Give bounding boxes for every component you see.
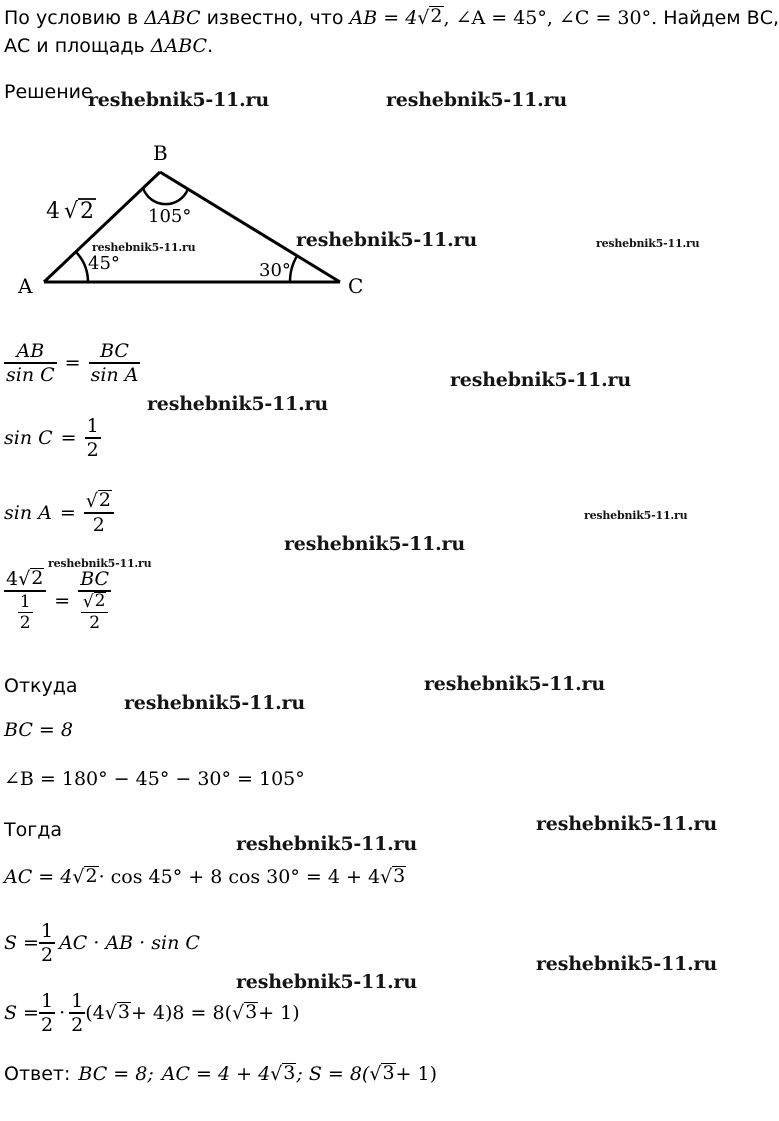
ac-mid: · cos 45° + 8 cos 30° = 4 + 4 bbox=[98, 866, 381, 888]
r-den: 2 bbox=[89, 613, 101, 633]
angle-b-label: 105° bbox=[148, 206, 192, 227]
watermark: reshebnik5-11.ru bbox=[236, 971, 417, 993]
calc-n1: 1 bbox=[40, 990, 54, 1012]
sin-a-num: √ 2 bbox=[85, 489, 111, 512]
sin-c-den: 2 bbox=[86, 438, 99, 461]
watermark: reshebnik5-11.ru bbox=[386, 89, 567, 111]
otkuda-label: Откуда bbox=[4, 675, 78, 697]
answer-s: ; S = 8( bbox=[296, 1063, 370, 1085]
calc-lhs: S = bbox=[4, 1001, 39, 1024]
angle-c-arc bbox=[290, 256, 297, 282]
answer-ac: AC = 4 + 4 bbox=[161, 1063, 271, 1085]
bc-result: BC = 8 bbox=[4, 719, 73, 741]
watermark: reshebnik5-11.ru bbox=[48, 557, 152, 570]
calc-d1: 2 bbox=[40, 1013, 54, 1036]
watermark: reshebnik5-11.ru bbox=[124, 692, 305, 714]
sin-c-value: sin C = $\frac{1}{2}$ bbox=[4, 415, 99, 461]
watermark: reshebnik5-11.ru bbox=[296, 229, 477, 251]
inner-den: 2 bbox=[19, 613, 31, 633]
substitution: 4 √ 2 $\frac{1}{2}$ = BC √ 2 2 bbox=[6, 567, 110, 633]
side-ab-label: 4 bbox=[46, 199, 60, 224]
frac-sinc: sin C bbox=[6, 363, 55, 386]
equals-sign: = bbox=[64, 351, 81, 374]
angle-a-arc bbox=[76, 252, 88, 282]
sin-a-value: sin A = √ 2 2 bbox=[4, 490, 114, 536]
law-of-sines bbox=[4, 340, 140, 386]
sqrt-2: √ 2 bbox=[417, 5, 443, 29]
frac-bc: BC bbox=[100, 340, 129, 362]
vertex-a-label: A bbox=[18, 274, 33, 298]
area-rhs: AC · AB · sin C bbox=[59, 931, 200, 954]
side-ab-given: AB = 4 bbox=[349, 7, 418, 29]
calc-d2: 2 bbox=[71, 1013, 84, 1036]
solution-label: Решение bbox=[4, 81, 93, 103]
answer-bc: BC = 8; bbox=[78, 1063, 154, 1085]
togda-label: Тогда bbox=[4, 819, 62, 841]
area-num: 1 bbox=[40, 920, 54, 942]
answer-line: Ответ: BC = 8; AC = 4 + 4 √ 3 ; S = 8( √ 3 + 1) bbox=[4, 1062, 438, 1085]
ac-result: AC = 4 √ 2 · cos 45° + 8 cos 30° = 4 + 4 √ 3 bbox=[4, 865, 406, 888]
sin-a-lhs: sin A bbox=[4, 501, 52, 524]
sin-c-lhs: sin C bbox=[4, 426, 53, 449]
area-den: 2 bbox=[40, 943, 54, 966]
watermark: reshebnik5-11.ru bbox=[284, 533, 465, 555]
watermark: reshebnik5-11.ru bbox=[424, 673, 605, 695]
ac-lhs: AC = 4 bbox=[4, 866, 73, 888]
watermark: reshebnik5-11.ru bbox=[147, 393, 328, 415]
problem-prefix: По условию в bbox=[4, 7, 145, 29]
side-ab-radicand: 2 bbox=[80, 199, 94, 224]
vertex-b-label: B bbox=[153, 141, 168, 165]
watermark: reshebnik5-11.ru bbox=[596, 237, 700, 250]
problem-line-2 bbox=[4, 34, 213, 58]
frac-sina: sin A bbox=[90, 363, 139, 386]
frac-ab: AB bbox=[16, 340, 45, 362]
subst-bc: BC bbox=[80, 568, 110, 590]
watermark: reshebnik5-11.ru bbox=[88, 89, 269, 111]
watermark: reshebnik5-11.ru bbox=[236, 833, 417, 855]
sin-a-den: 2 bbox=[92, 513, 105, 536]
answer-label: Ответ: bbox=[4, 1063, 71, 1085]
calc-close: + 1) bbox=[258, 1001, 300, 1024]
angle-c-label: 30° bbox=[259, 260, 291, 281]
angle-b-result: ∠B = 180° − 45° − 30° = 105° bbox=[4, 768, 305, 790]
angles-given: , ∠A = 45°, ∠C = 30°. bbox=[443, 7, 658, 29]
triangle-name: ΔABC bbox=[144, 7, 201, 29]
watermark: reshebnik5-11.ru bbox=[450, 369, 631, 391]
watermark: reshebnik5-11.ru bbox=[92, 241, 196, 254]
triangle-figure bbox=[0, 130, 420, 305]
calc-open: (4 bbox=[85, 1001, 105, 1024]
problem-line-1 bbox=[4, 6, 779, 30]
calc-mid: + 4)8 = 8( bbox=[130, 1001, 232, 1024]
vertex-c-label: C bbox=[348, 274, 364, 298]
answer-close: + 1) bbox=[395, 1063, 438, 1085]
area-lhs: S = bbox=[4, 931, 39, 954]
angle-a-label: 45° bbox=[88, 253, 120, 274]
calc-dot: · bbox=[59, 1001, 66, 1024]
watermark: reshebnik5-11.ru bbox=[584, 509, 688, 522]
problem-mid: известно, что bbox=[200, 7, 350, 29]
problem-line2-prefix: АС и площадь bbox=[4, 35, 151, 57]
watermark: reshebnik5-11.ru bbox=[536, 953, 717, 975]
problem-tail: Найдем ВС, bbox=[657, 7, 779, 29]
watermark: reshebnik5-11.ru bbox=[536, 813, 717, 835]
angle-b-arc bbox=[143, 188, 188, 204]
sin-c-num: 1 bbox=[86, 415, 99, 437]
inner-num: 1 bbox=[19, 591, 31, 612]
triangle-name-2: ΔABC bbox=[150, 35, 208, 57]
area-calc: S = $\frac{1}{2}$ · $\frac{1}{2}$ (4 √ 3 + 4)8 = 8( √ 3 + 1) bbox=[4, 990, 300, 1036]
period: . bbox=[207, 35, 214, 57]
calc-n2: 1 bbox=[71, 990, 84, 1012]
subst-coef: 4 bbox=[6, 568, 19, 590]
side-ab-radical: √ bbox=[64, 199, 79, 224]
area-formula bbox=[4, 920, 200, 966]
